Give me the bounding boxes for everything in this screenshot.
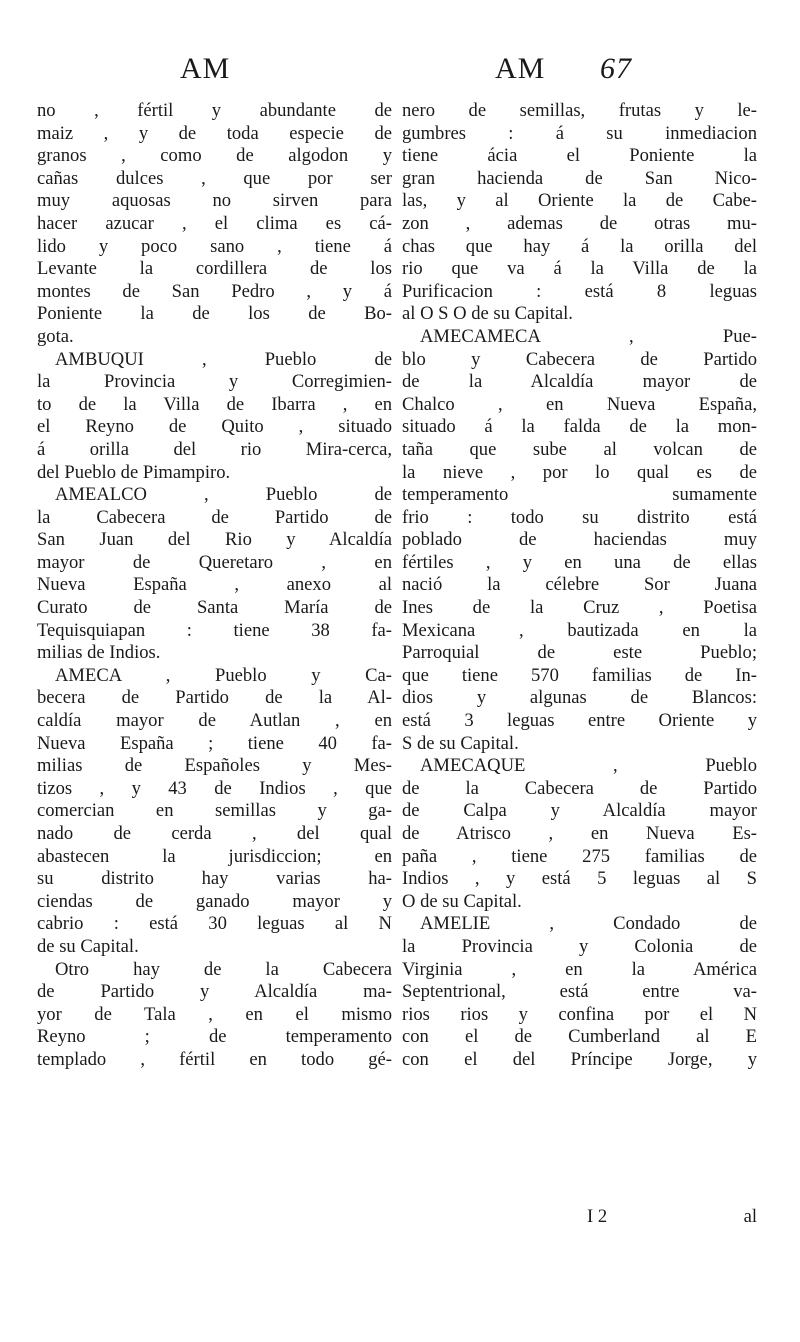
text-line: Mexicana , bautizada en la xyxy=(402,619,757,641)
text-line: de la Cabecera de Partido xyxy=(402,777,757,799)
text-line: zon , ademas de otras mu- xyxy=(402,212,757,234)
text-line: del Pueblo de Pimampiro. xyxy=(37,461,231,483)
text-line: Curato de Santa María de xyxy=(37,597,392,619)
text-line: nero de semillas, frutas y le- xyxy=(402,100,757,121)
text-line: AMECAMECA , Pue- xyxy=(420,325,757,347)
text-line: becera de Partido de la Al- xyxy=(37,687,392,709)
text-line: de Atrisco , en Nueva Es- xyxy=(402,823,757,844)
text-line: al O S O de su Capital. xyxy=(402,303,573,325)
text-line: milias de Españoles y Mes- xyxy=(37,755,392,777)
text-line: lido y poco sano , tiene á xyxy=(37,235,392,257)
text-line: paña , tiene 275 familias de xyxy=(402,845,757,867)
text-line: Reyno ; de temperamento xyxy=(37,1026,392,1048)
text-line: montes de San Pedro , y á xyxy=(37,280,392,302)
right-running-head: AM xyxy=(495,52,546,85)
text-line: su distrito hay varias ha- xyxy=(37,868,392,890)
text-line: que tiene 570 familias de In- xyxy=(402,664,757,686)
left-running-head: AM xyxy=(180,52,231,85)
text-line: granos , como de algodon y xyxy=(37,145,392,167)
signature-mark: I 2 xyxy=(587,1206,608,1227)
text-line: Septentrional, está entre va- xyxy=(402,981,757,1003)
text-line: tizos , y 43 de Indios , que xyxy=(37,777,392,799)
text-line: á orilla del rio Mira-cerca, xyxy=(37,438,392,460)
text-line: fértiles , y en una de ellas xyxy=(402,551,757,573)
text-line: Chalco , en Nueva España, xyxy=(402,393,757,415)
text-line: con el del Príncipe Jorge, y xyxy=(402,1048,757,1070)
text-line: comercian en semillas y ga- xyxy=(37,800,392,822)
text-line: nado de cerda , del qual xyxy=(37,823,392,844)
text-line: S de su Capital. xyxy=(402,732,519,754)
text-line: maiz , y de toda especie de xyxy=(37,122,392,144)
text-line: frio : todo su distrito está xyxy=(402,506,757,528)
text-line: la Cabecera de Partido de xyxy=(37,506,392,528)
text-line: nació la célebre Sor Juana xyxy=(402,574,757,596)
text-line: Nueva España ; tiene 40 fa- xyxy=(37,732,392,754)
text-line: Otro hay de la Cabecera xyxy=(55,958,392,980)
text-line: de la Alcaldía mayor de xyxy=(402,371,757,393)
text-line: muy aquosas no sirven para xyxy=(37,190,392,212)
text-line: cabrio : está 30 leguas al N xyxy=(37,913,392,935)
text-line: AMELIE , Condado de xyxy=(420,913,757,935)
text-line: templado , fértil en todo gé- xyxy=(37,1048,392,1070)
text-line: Tequisquiapan : tiene 38 fa- xyxy=(37,619,392,641)
text-line: gran hacienda de San Nico- xyxy=(402,167,757,189)
text-line: mayor de Queretaro , en xyxy=(37,551,392,573)
text-line: cañas dulces , que por ser xyxy=(37,167,392,189)
text-line: to de la Villa de Ibarra , en xyxy=(37,393,392,415)
text-line: caldía mayor de Autlan , en xyxy=(37,710,392,732)
text-line: Indios , y está 5 leguas al S xyxy=(402,868,757,890)
text-line: hacer azucar , el clima es cá- xyxy=(37,212,392,234)
text-line: de su Capital. xyxy=(37,935,139,957)
text-line: rios rios y confina por el N xyxy=(402,1003,757,1025)
text-line: de Calpa y Alcaldía mayor xyxy=(402,800,757,822)
text-line: no , fértil y abundante de xyxy=(37,100,392,121)
text-line: AMBUQUI , Pueblo de xyxy=(55,348,392,370)
text-line: gota. xyxy=(37,325,74,347)
text-line: Purificacion : está 8 leguas xyxy=(402,280,757,302)
page-number: 67 xyxy=(600,52,632,85)
left-text-column xyxy=(37,100,392,1072)
text-line: AMECAQUE , Pueblo xyxy=(420,755,757,777)
text-line: las, y al Oriente la de Cabe- xyxy=(402,190,757,212)
text-line: yor de Tala , en el mismo xyxy=(37,1003,392,1025)
text-line: la Provincia y Colonia de xyxy=(402,935,757,957)
text-line: con el de Cumberland al E xyxy=(402,1026,757,1048)
text-line: gumbres : á su inmediacion xyxy=(402,122,757,144)
text-line: está 3 leguas entre Oriente y xyxy=(402,710,757,732)
text-line: O de su Capital. xyxy=(402,890,522,912)
text-line: Levante la cordillera de los xyxy=(37,258,392,280)
text-line: poblado de haciendas muy xyxy=(402,529,757,551)
text-line: temperamento sumamente xyxy=(402,484,757,506)
text-line: Poniente la de los de Bo- xyxy=(37,303,392,325)
text-line: Parroquial de este Pueblo; xyxy=(402,642,757,664)
text-line: situado á la falda de la mon- xyxy=(402,416,757,438)
text-line: Virginia , en la América xyxy=(402,958,757,980)
text-line: Ines de la Cruz , Poetisa xyxy=(402,597,757,619)
text-line: Nueva España , anexo al xyxy=(37,574,392,596)
right-text-column xyxy=(402,100,757,1072)
catchword: al xyxy=(743,1206,757,1227)
text-line: AMECA , Pueblo y Ca- xyxy=(55,664,392,686)
text-line: abastecen la jurisdiccion; en xyxy=(37,845,392,867)
text-line: la nieve , por lo qual es de xyxy=(402,461,757,483)
text-line: rio que va á la Villa de la xyxy=(402,258,757,280)
text-line: San Juan del Rio y Alcaldía xyxy=(37,529,392,551)
text-line: blo y Cabecera de Partido xyxy=(402,348,757,370)
text-line: ciendas de ganado mayor y xyxy=(37,890,392,912)
text-line: milias de Indios. xyxy=(37,642,161,664)
page-footer xyxy=(402,1206,757,1230)
text-line: el Reyno de Quito , situado xyxy=(37,416,392,438)
text-line: tiene ácia el Poniente la xyxy=(402,145,757,167)
running-header xyxy=(0,52,800,96)
text-line: chas que hay á la orilla del xyxy=(402,235,757,257)
text-line: dios y algunas de Blancos: xyxy=(402,687,757,709)
text-line: AMEALCO , Pueblo de xyxy=(55,484,392,506)
text-line: taña que sube al volcan de xyxy=(402,438,757,460)
text-line: la Provincia y Corregimien- xyxy=(37,371,392,393)
text-line: de Partido y Alcaldía ma- xyxy=(37,981,392,1003)
